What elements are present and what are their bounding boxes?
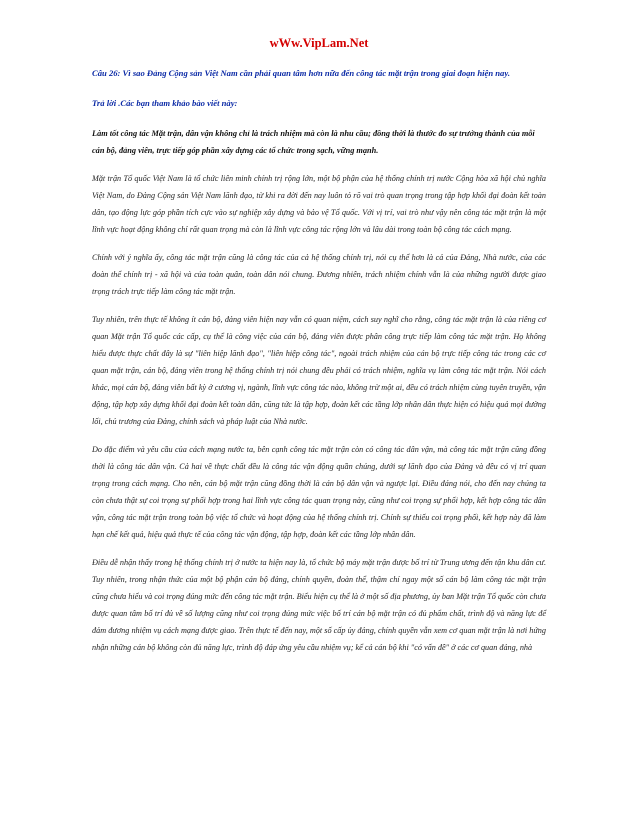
document-page xyxy=(92,36,546,667)
answer-intro: Trả lời .Các bạn tham khảo bào viết này: xyxy=(92,98,238,108)
body-paragraph-4: Do đặc điểm và yêu cầu của cách mạng nước ta, bên cạnh công tác mặt trận còn có công tác dân vận, mà công tác mặt trận cũng đồng thời là công tác dân vận. Cả hai về thực chất đều là công tác vận động quần chúng, dưới sự lãnh đạo của Đảng và đều có vị trí quan trọng trong cách mạng. Cho nên, cán bộ mặt trận cũng đồng thời là cán bộ dân vận và ngược lại. Điều đáng nói, cho đến nay chúng ta còn chưa thật sự coi trọng sự phối hợp trong hai lĩnh vực công tác quan trọng này, cũng như coi trọng sự phối hợp, kết hợp công tác dân vận, công tác mặt trận trong toàn bộ việc tổ chức và hoạt động của hệ thống chính trị. Chính sự thiếu coi trọng phối, kết hợp này đã làm hạn chế kết quả, hiệu quả thực tế của công tác vận động, tập hợp, đoàn kết các tầng lớp nhân dân. xyxy=(92,445,546,539)
question-heading: Câu 26: Vì sao Đảng Cộng sản Việt Nam cần phải quan tâm hơn nữa đến công tác mặt trận trong giai đoạn hiện nay. xyxy=(92,68,510,78)
site-header[interactable]: wWw.VipLam.Net xyxy=(269,36,369,50)
body-paragraph-3: Tuy nhiên, trên thực tế không ít cán bộ, đảng viên hiện nay vẫn có quan niệm, cách suy nghĩ cho rằng, công tác mặt trận là của riêng cơ quan Mặt trận Tổ quốc các cấp, cụ thể là công việc của cán bộ, đảng viên được phân công trực tiếp làm công tác mặt trận. Họ không hiểu được thực chất đây là sự "liên hiệp lãnh đạo", "liên hiệp công tác", ngoài trách nhiệm của cán bộ trực tiếp công tác trong các cơ quan mặt trận, cán bộ, đảng viên trong hệ thống chính trị nói chung đều phải có trách nhiệm, nghĩa vụ làm công tác mặt trận. Nói cách khác, mọi cán bộ, đảng viên bất kỳ ở cương vị, ngành, lĩnh vực công tác nào, không trừ một ai, đều có trách nhiệm cùng tuyên truyền, vận động, tập hợp xây dựng khối đại đoàn kết toàn dân, cũng tức là tập hợp, đoàn kết các tầng lớp nhân dân thực hiện có hiệu quả mọi đường lối, chủ trương của Đảng, chính sách và pháp luật của Nhà nước. xyxy=(92,315,546,426)
body-paragraph-2: Chính với ý nghĩa ấy, công tác mặt trận cũng là công tác của cả hệ thống chính trị, nói cụ thể hơn là cả của Đảng, Nhà nước, của các đoàn thể chính trị - xã hội và của toàn quân, toàn dân nói chung. Đương nhiên, trách nhiệm chính vẫn là của những người được giao trọng trách trực tiếp làm công tác mặt trận. xyxy=(92,253,546,296)
body-paragraph-5: Điều dễ nhận thấy trong hệ thống chính trị ở nước ta hiện nay là, tổ chức bộ máy mặt trận được bố trí từ Trung ương đến tận khu dân cư. Tuy nhiên, trong nhận thức của một bộ phận cán bộ đảng, chính quyền, đoàn thể, thậm chí ngay một số cán bộ làm công tác mặt trận cũng chưa hiểu và coi trọng đúng mức đến công tác mặt trận. Biểu hiện cụ thể là ở một số địa phương, ủy ban Mặt trận Tổ quốc còn chưa được quan tâm bố trí đủ về số lượng cũng như coi trọng đúng mức việc bố trí cán bộ mặt trận có đủ phẩm chất, trình độ và năng lực để đảm đương nhiệm vụ cách mạng được giao. Trên thực tế đến nay, một số cấp ủy đảng, chính quyền vẫn xem cơ quan mặt trận là nơi hứng nhận những cán bộ không còn đủ năng lực, trình độ đáp ứng yêu cầu nhiệm vụ; kể cả cán bộ khi "có vấn đề" ở các cơ quan đảng, nhà xyxy=(92,558,546,652)
body-paragraph-1: Mặt trận Tổ quốc Việt Nam là tổ chức liên minh chính trị rộng lớn, một bộ phận của hệ thống chính trị nước Cộng hòa xã hội chủ nghĩa Việt Nam, do Đảng Cộng sản Việt Nam lãnh đạo, từ khi ra đời đến nay luôn tỏ rõ vai trò quan trọng trong tập hợp khối đại đoàn kết toàn dân, tạo động lực góp phần tích cực vào sự nghiệp xây dựng và bảo vệ Tổ quốc. Với vị trí, vai trò như vậy nên công tác mặt trận là một lĩnh vực hoạt động không chỉ rất quan trọng mà còn là lĩnh vực công tác rộng lớn và lâu dài trong toàn bộ công tác cách mạng. xyxy=(92,174,546,234)
lead-paragraph: Làm tốt công tác Mặt trận, dân vận không chỉ là trách nhiệm mà còn là nhu cầu; đồng thời là thước đo sự trưởng thành của mỗi cán bộ, đảng viên, trực tiếp góp phần xây dựng các tổ chức trong sạch, vững mạnh. xyxy=(92,129,535,155)
